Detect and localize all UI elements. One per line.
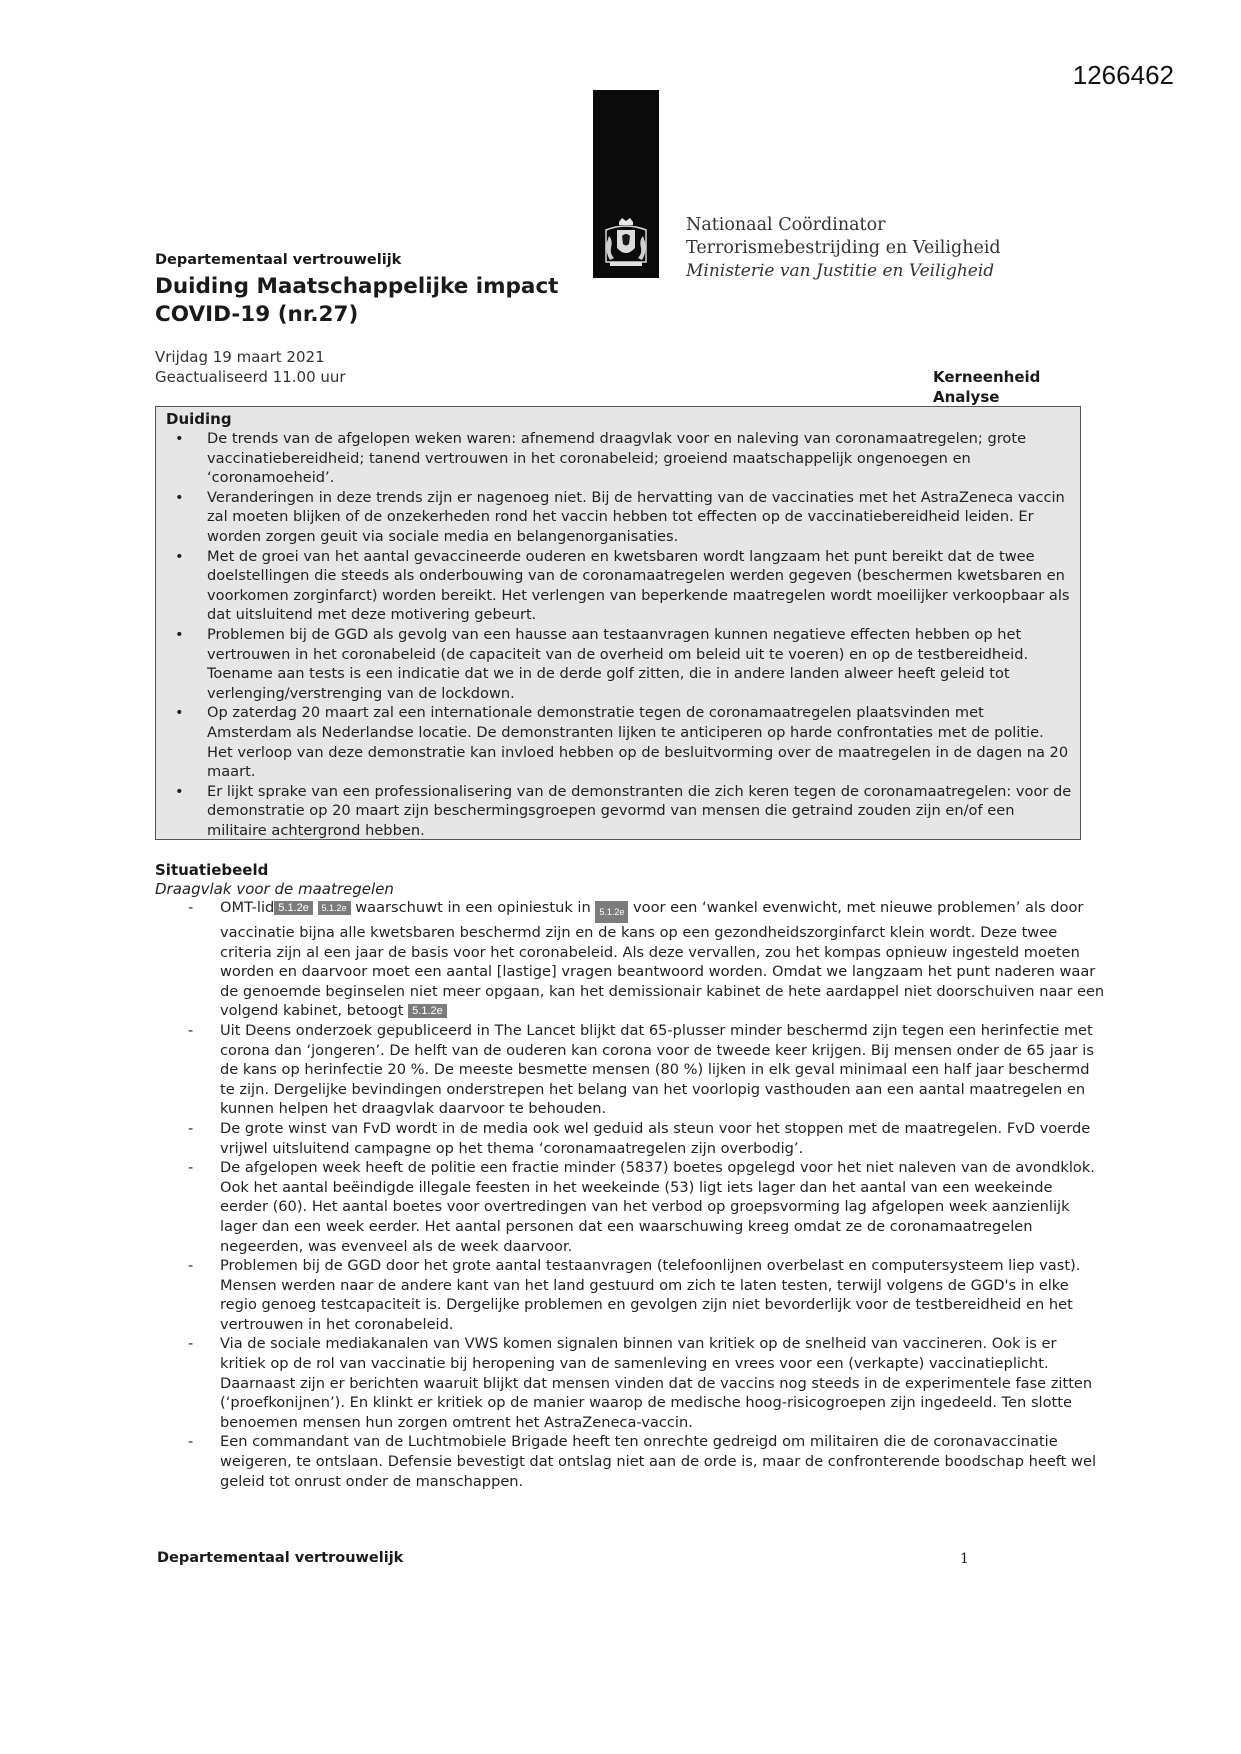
item-text-part1: OMT-lid	[220, 899, 275, 916]
list-item	[155, 1432, 1105, 1491]
list-item	[166, 703, 1072, 781]
list-item	[166, 488, 1072, 547]
duiding-text: Er lijkt sprake van een professionalisering van de demonstranten die zich keren tegen de coronamaatregelen: voor de demonstratie op 20 maart zijn beschermingsgroepen gevormd van mensen die getraind zouden zijn en/of een militaire achtergrond hebben.	[207, 782, 1072, 839]
title-line2: COVID-19 (nr.27)	[155, 302, 359, 327]
dash-icon: -	[188, 1159, 194, 1177]
duiding-heading: Duiding	[166, 410, 232, 428]
title-line1: Duiding Maatschappelijke impact	[155, 274, 559, 299]
org-ministry: Ministerie van Justitie en Veiligheid	[686, 261, 995, 281]
dash-icon: -	[188, 1433, 194, 1451]
duiding-list	[166, 429, 1072, 840]
duiding-box	[155, 406, 1081, 840]
bullet-icon: •	[175, 488, 184, 506]
document-title	[155, 273, 558, 329]
unit-label	[933, 368, 1040, 407]
situatiebeeld-list	[155, 898, 1105, 1491]
duiding-text: Veranderingen in deze trends zijn er nagenoeg niet. Bij de hervatting van de vaccinaties met het AstraZeneca vaccin zal moeten blijken of de onzekerheden rond het vaccin hebben tot effecten op de vaccinatiebereidheid leiden. Er worden zorgen geuit via sociale media en belangenorganisaties.	[207, 488, 1065, 545]
page-number: 1	[960, 1551, 969, 1567]
list-item	[155, 1256, 1105, 1334]
item-text-part3: voor een ‘wankel evenwicht, met nieuwe problemen’ als door vaccinatie bijna alle kwetsbaren beschermd zijn en de kans op een gezondheidszorginfarct klein wordt. Deze twee criteria zijn al een jaar de basis voor het coronabeleid. Als deze vervallen, zou het kompas opnieuw ingesteld moeten worden en daarvoor moet een aantal [lastige] vragen beantwoord worden. Omdat we langzaam het punt naderen waar de genoemde beginselen niet meer opgaan, kan het demissionair kabinet de hete aardappel niet doorschuiven naar een volgend kabinet, betoogt	[220, 899, 1105, 1020]
dash-icon: -	[188, 1021, 194, 1039]
bullet-icon: •	[175, 430, 184, 447]
draagvlak-subheading: Draagvlak voor de maatregelen	[155, 880, 394, 898]
document-updated: Geactualiseerd 11.00 uur	[155, 367, 346, 386]
list-item	[155, 1158, 1105, 1256]
redaction-badge: 5.1.2e	[595, 901, 628, 923]
redaction-badge: 5.1.2e	[318, 901, 351, 915]
item-text: De afgelopen week heeft de politie een fractie minder (5837) boetes opgelegd voor het niet naleven van de avondklok. Ook het aantal beëindigde illegale feesten in het weekeinde (53) ligt iets lager dan het aantal van een weekeinde eerder (60). Het aantal boetes voor overtredingen van het verbod op groepsvorming lag afgelopen week aanzienlijk lager dan een week eerder. Het aantal personen dat een waarschuwing kreeg omdat ze de coronamaatregelen negeerden, was evenveel als de week daarvoor.	[220, 1159, 1095, 1255]
dash-icon: -	[188, 1335, 194, 1353]
unit-line1: Kerneenheid	[933, 368, 1041, 386]
bullet-icon: •	[175, 625, 184, 643]
duiding-text: Op zaterdag 20 maart zal een internationale demonstratie tegen de coronamaatregelen plaatsvinden met Amsterdam als Nederlandse locatie. De demonstranten lijken te anticiperen op harde confrontaties met de politie. Het verloop van deze demonstratie kan invloed hebben op de besluitvorming over de maatregelen in de dagen na 20 maart.	[207, 704, 1069, 781]
item-text: Uit Deens onderzoek gepubliceerd in The Lancet blijkt dat 65-plusser minder beschermd zijn tegen een herinfectie met corona dan ‘jongeren’. De helft van de ouderen kan corona voor de tweede keer krijgen. Bij mensen onder de 65 jaar is de kans op herinfectie 20 %. De meeste besmette mensen (80 %) lijken in elk geval minimaal een half jaar beschermd te zijn. Dergelijke bevindingen onderstrepen het belang van het voorlopig vasthouden aan een aantal maatregelen en kunnen helpen het draagvlak daarvoor te behouden.	[220, 1021, 1094, 1118]
organization-block	[686, 214, 1001, 283]
duiding-text: Problemen bij de GGD als gevolg van een hausse aan testaanvragen kunnen negatieve effecten hebben op het vertrouwen in het coronabeleid (de capaciteit van de overheid om beleid uit te voeren) en op de testbereidheid. Toename aan tests is een indicatie dat we in de derde golf zitten, die in andere landen alweer heeft geleid tot verlenging/verstrenging van de lockdown.	[207, 625, 1029, 702]
list-item	[155, 1119, 1105, 1158]
duiding-text: Met de groei van het aantal gevaccineerde ouderen en kwetsbaren wordt langzaam het punt bereikt dat de twee doelstellingen die steeds als onderbouwing van de coronamaatregelen werden gegeven (beschermen kwetsbaren en voorkomen zorginfarct) worden bereikt. Het verlengen van beperkende maatregelen wordt moeilijker verkoopbaar als dat uitsluitend met deze motivering gebeurt.	[207, 547, 1070, 624]
list-item	[155, 1334, 1105, 1432]
redaction-badge: 5.1.2e	[408, 1004, 447, 1018]
list-item	[166, 625, 1072, 703]
list-item	[166, 547, 1072, 625]
bullet-icon: •	[175, 704, 184, 722]
list-item	[155, 1021, 1105, 1119]
item-text: Via de sociale mediakanalen van VWS komen signalen binnen van kritiek op de snelheid van vaccineren. Ook is er kritiek op de rol van vaccinatie bij heropening van de samenleving en vrees voor een (verkapte) vaccinatieplicht. Daarnaast zijn er berichten waaruit blijkt dat mensen vinden dat de vaccins nog steeds in de experimentele fase zitten (‘proefkonijnen’). En klinkt er kritiek op de manier waarop de medische hoog-risicogroepen zijn ingedeeld. Ten slotte benoemen mensen hun zorgen omtrent het AstraZeneca-vaccin.	[220, 1335, 1093, 1431]
dash-icon: -	[188, 899, 194, 916]
situatiebeeld-heading: Situatiebeeld	[155, 861, 269, 879]
dash-icon: -	[188, 1119, 194, 1137]
bullet-icon: •	[175, 782, 184, 800]
document-date: Vrijdag 19 maart 2021	[155, 348, 325, 366]
org-line1: Nationaal Coördinator	[686, 215, 886, 235]
list-item	[166, 782, 1072, 841]
list-item	[166, 429, 1072, 488]
logo-bar	[593, 90, 659, 278]
duiding-text: De trends van de afgelopen weken waren: afnemend draagvlak voor en naleving van coronamaatregelen; grote vaccinatiebereidheid; tanend vertrouwen in het coronabeleid; groeiend maatschappelijk ongenoegen en ‘coronamoeheid’.	[207, 430, 1027, 487]
unit-line2: Analyse	[933, 387, 1000, 406]
item-text: Problemen bij de GGD door het grote aantal testaanvragen (telefoonlijnen overbelast en computersysteem liep vast). Mensen werden naar de andere kant van het land gestuurd om zich te laten testen, terwijl volgens de GGD's in elke regio genoeg testcapaciteit is. Dergelijke problemen en gevolgen zijn niet bevorderlijk voor de testbereidheid en het vertrouwen in het coronabeleid.	[220, 1257, 1081, 1333]
dash-icon: -	[188, 1257, 194, 1275]
list-item	[155, 898, 1105, 1021]
document-number: 1266462	[1072, 60, 1174, 90]
coat-of-arms-icon	[602, 218, 650, 268]
item-text: De grote winst van FvD wordt in de media ook wel geduid als steun voor het stoppen met de maatregelen. FvD voerde vrijwel uitsluitend campagne op het thema ‘coronamaatregelen zijn overbodig’.	[220, 1119, 1091, 1157]
item-text-part2: waarschuwt in een opiniestuk in	[350, 899, 596, 916]
item-text: Een commandant van de Luchtmobiele Brigade heeft ten onrechte gedreigd om militairen die de coronavaccinatie weigeren, te ontslaan. Defensie bevestigt dat ontslag niet aan de orde is, maar de confronterende boodschap heeft wel geleid tot onrust onder de manschappen.	[220, 1433, 1097, 1490]
classification-bottom: Departementaal vertrouwelijk	[157, 1550, 404, 1566]
org-line2: Terrorismebestrijding en Veiligheid	[686, 238, 1001, 258]
document-meta	[155, 348, 346, 387]
bullet-icon: •	[175, 547, 184, 565]
redaction-badge: 5.1.2e	[274, 901, 313, 915]
classification-top: Departementaal vertrouwelijk	[155, 252, 402, 268]
